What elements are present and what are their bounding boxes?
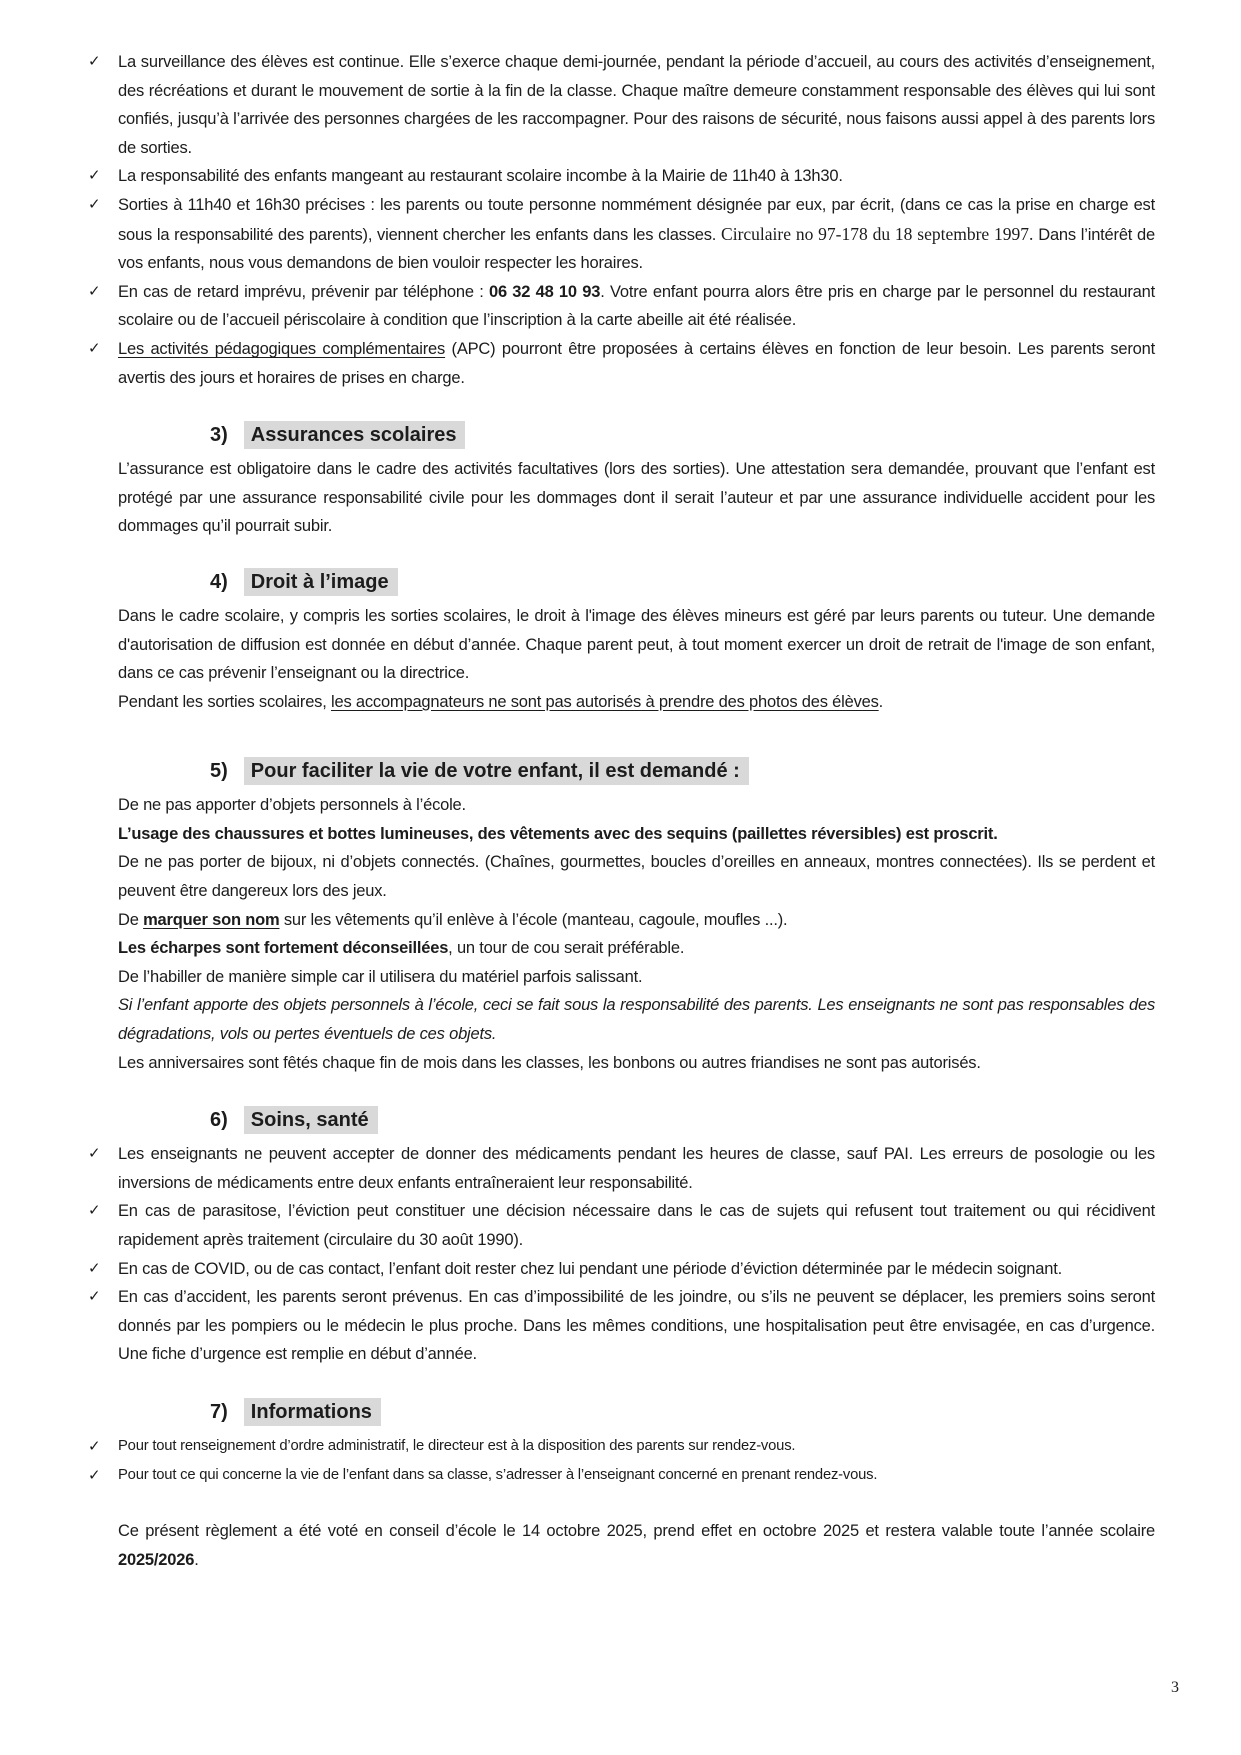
- text-run: L’assurance est obligatoire dans le cadre des activités facultatives (lors des sorties). Une attestation sera demandée, prouvant que l’enfant est protégé par une assurance responsabilité civile pour les dommages dont il serait l’auteur et par une assurance individuelle accident pour les dommages qu’il pourrait subir.: [118, 460, 1155, 536]
- section-number: 7): [210, 1400, 228, 1423]
- text-run: Les enseignants ne peuvent accepter de donner des médicaments pendant les heures de classe, sauf PAI. Les erreurs de posologie ou les inversions de médicaments entre deux enfants entraîneraient leur responsabilité.: [118, 1145, 1155, 1192]
- paragraph: [118, 991, 1155, 1048]
- checkmark-icon: ✓: [88, 167, 101, 185]
- bullet-item: [88, 335, 1155, 392]
- text-run: De ne pas porter de bijoux, ni d’objets connectés. (Chaînes, gourmettes, boucles d’oreilles en anneaux, montres connectées). Ils se perdent et peuvent être dangereux lors des jeux.: [118, 853, 1155, 901]
- checkmark-icon: ✓: [88, 282, 101, 300]
- paragraph: [118, 848, 1155, 905]
- text-run: Les activités pédagogiques complémentaires: [118, 339, 446, 358]
- text-run: .: [194, 1550, 199, 1569]
- text-run: Dans l’intérêt de vos enfants, nous vous demandons de bien vouloir respecter les horaires.: [118, 225, 1155, 273]
- checkmark-icon: ✓: [88, 1145, 101, 1163]
- checkmark-icon: ✓: [88, 195, 101, 213]
- text-run: Pour tout renseignement d’ordre administratif, le directeur est à la disposition des parents sur rendez-vous.: [118, 1437, 796, 1454]
- section-title: Informations: [244, 1398, 381, 1426]
- text-run: En cas de parasitose, l’éviction peut constituer une décision nécessaire dans le cas de sujets qui refusent tout traitement ou qui récidivent rapidement après traitement (circulaire du 30 août 1990).: [118, 1202, 1155, 1249]
- checkmark-icon: ✓: [88, 53, 101, 70]
- text-run: . Votre enfant pourra alors être pris en charge par le personnel du restaurant scolaire ou de l’accueil périscolaire à condition que l’inscription à la carte abeille ait été réalisée.: [118, 282, 1155, 330]
- text-run: (APC) pourront être proposées à certains élèves en fonction de leur besoin. Les parents seront avertis des jours et horaires de prises en charge.: [118, 339, 1155, 387]
- text-run: En cas de retard imprévu, prévenir par téléphone :: [118, 282, 489, 301]
- text-run: De l’habiller de manière simple car il utilisera du matériel parfois salissant.: [118, 967, 643, 986]
- bullet-item: [88, 1140, 1155, 1197]
- paragraph: [118, 963, 1155, 992]
- section-number: 6): [210, 1109, 228, 1132]
- paragraph: [118, 934, 1155, 963]
- bullet-text: [118, 1140, 1155, 1197]
- section-heading: [210, 567, 1155, 597]
- section-heading: [210, 1397, 1155, 1427]
- bullet-item: [88, 278, 1155, 335]
- text-run: En cas d’accident, les parents seront prévenus. En cas d’impossibilité de les joindre, ou s’ils ne peuvent se déplacer, les premiers soins seront donnés par les pompiers ou le médecin le plus proche. Dans les mêmes conditions, une hospitalisation peut être envisagée, en cas d’urgence. Une fiche d’urgence est remplie en début d’année.: [118, 1288, 1155, 1364]
- section-heading: [210, 420, 1155, 450]
- bullet-text: [118, 191, 1155, 278]
- bullet-item: [88, 48, 1155, 162]
- text-run: De ne pas apporter d’objets personnels à l’école.: [118, 796, 466, 815]
- text-run: Les écharpes sont fortement déconseillées: [118, 939, 449, 958]
- bullet-item: [88, 1197, 1155, 1254]
- section-heading: [210, 756, 1155, 786]
- text-run: 06 32 48 10 93: [488, 282, 601, 301]
- paragraph: [118, 820, 1155, 849]
- paragraph: [118, 1049, 1155, 1078]
- bullet-text: [118, 1432, 1155, 1462]
- bullet-text: [118, 48, 1155, 162]
- page-number: 3: [1171, 1679, 1179, 1696]
- text-run: .: [878, 692, 884, 711]
- section-title: Assurances scolaires: [244, 421, 466, 449]
- checkmark-icon: ✓: [88, 1437, 101, 1455]
- bullet-item: [88, 191, 1155, 278]
- text-run: marquer son nom: [143, 910, 280, 929]
- checkmark-icon: ✓: [88, 1467, 101, 1485]
- paragraph: [118, 1517, 1155, 1574]
- bullet-item: [88, 162, 1155, 191]
- section-title: Soins, santé: [244, 1106, 378, 1134]
- bullet-item: [88, 1432, 1155, 1462]
- checkmark-icon: ✓: [88, 1288, 101, 1306]
- paragraph: [118, 602, 1155, 688]
- bullet-text: [118, 278, 1155, 335]
- bullet-text: [118, 335, 1155, 392]
- paragraph: [118, 791, 1155, 820]
- text-run: Dans le cadre scolaire, y compris les sorties scolaires, le droit à l'image des élèves mineurs est géré par leurs parents ou tuteur. Une demande d'autorisation de diffusion est donnée en début d’année. Chaque parent peut, à tout moment exercer un droit de retrait de l'image de son enfant, dans ce cas prévenir l’enseignant ou la directrice.: [118, 606, 1155, 683]
- text-run: De: [118, 910, 144, 929]
- paragraph: [118, 688, 1155, 717]
- bullet-item: [88, 1255, 1155, 1284]
- text-run: , un tour de cou serait préférable.: [448, 939, 685, 958]
- text-run: Circulaire no 97-178 du 18 septembre 1997.: [721, 223, 1034, 244]
- paragraph: [118, 455, 1155, 541]
- bullet-text: [118, 1283, 1155, 1369]
- text-run: 2025/2026: [118, 1550, 195, 1569]
- text-run: L’usage des chaussures et bottes lumineuses, des vêtements avec des sequins (paillettes réversibles) est proscrit.: [118, 824, 998, 843]
- section-title: Droit à l’image: [244, 568, 398, 596]
- section-title: Pour faciliter la vie de votre enfant, il est demandé :: [244, 757, 749, 785]
- checkmark-icon: ✓: [88, 1259, 101, 1277]
- bullet-text: [118, 1255, 1155, 1284]
- text-run: Ce présent règlement a été voté en conseil d’école le 14 octobre 2025, prend effet en octobre 2025 et restera valable toute l’année scolaire: [118, 1521, 1155, 1540]
- text-run: Sorties à 11h40 et 16h30 précises : les parents ou toute personne nommément désignée par eux, par écrit, (dans ce cas la prise en charge est sous la responsabilité des parents), viennent chercher les enfants dans les classes.: [118, 195, 1155, 244]
- checkmark-icon: ✓: [88, 339, 101, 357]
- bullet-item: [88, 1283, 1155, 1369]
- bullet-text: [118, 1197, 1155, 1254]
- text-run: La responsabilité des enfants mangeant au restaurant scolaire incombe à la Mairie de 11h40 à 13h30.: [118, 167, 843, 186]
- text-run: Les anniversaires sont fêtés chaque fin de mois dans les classes, les bonbons ou autres friandises ne sont pas autorisés.: [118, 1053, 981, 1072]
- text-run: Pendant les sorties scolaires,: [118, 692, 331, 711]
- section-number: 4): [210, 570, 228, 593]
- paragraph: [118, 906, 1155, 935]
- text-run: Si l’enfant apporte des objets personnels à l’école, ceci se fait sous la responsabilité des parents. Les enseignants ne sont pas responsables des dégradations, vols ou pertes éventuels de ces objets.: [118, 996, 1155, 1044]
- text-run: Pour tout ce qui concerne la vie de l’enfant dans sa classe, s’adresser à l’enseignant concerné en prenant rendez-vous.: [118, 1467, 878, 1484]
- document-body: [88, 48, 1155, 1574]
- text-run: les accompagnateurs ne sont pas autorisés à prendre des photos des élèves: [331, 692, 879, 711]
- bullet-text: [118, 1461, 1155, 1491]
- text-run: sur les vêtements qu’il enlève à l’école (manteau, cagoule, moufles ...).: [279, 910, 788, 929]
- section-number: 5): [210, 760, 228, 783]
- text-run: La surveillance des élèves est continue. Elle s’exerce chaque demi-journée, pendant la période d’accueil, au cours des activités d’enseignement, des récréations et durant le mouvement de sortie à la fin de la classe. Chaque maître demeure constamment responsable des élèves qui lui sont confiés, jusqu’à l’arrivée des personnes chargées de les raccompagner. Pour des raisons de sécurité, nous faisons aussi appel à des parents lors de sorties.: [118, 53, 1155, 157]
- checkmark-icon: ✓: [88, 1202, 101, 1220]
- bullet-text: [118, 162, 1155, 191]
- section-heading: [210, 1105, 1155, 1135]
- section-number: 3): [210, 424, 228, 447]
- bullet-item: [88, 1461, 1155, 1491]
- text-run: En cas de COVID, ou de cas contact, l’enfant doit rester chez lui pendant une période d’éviction déterminée par le médecin soignant.: [118, 1259, 1063, 1278]
